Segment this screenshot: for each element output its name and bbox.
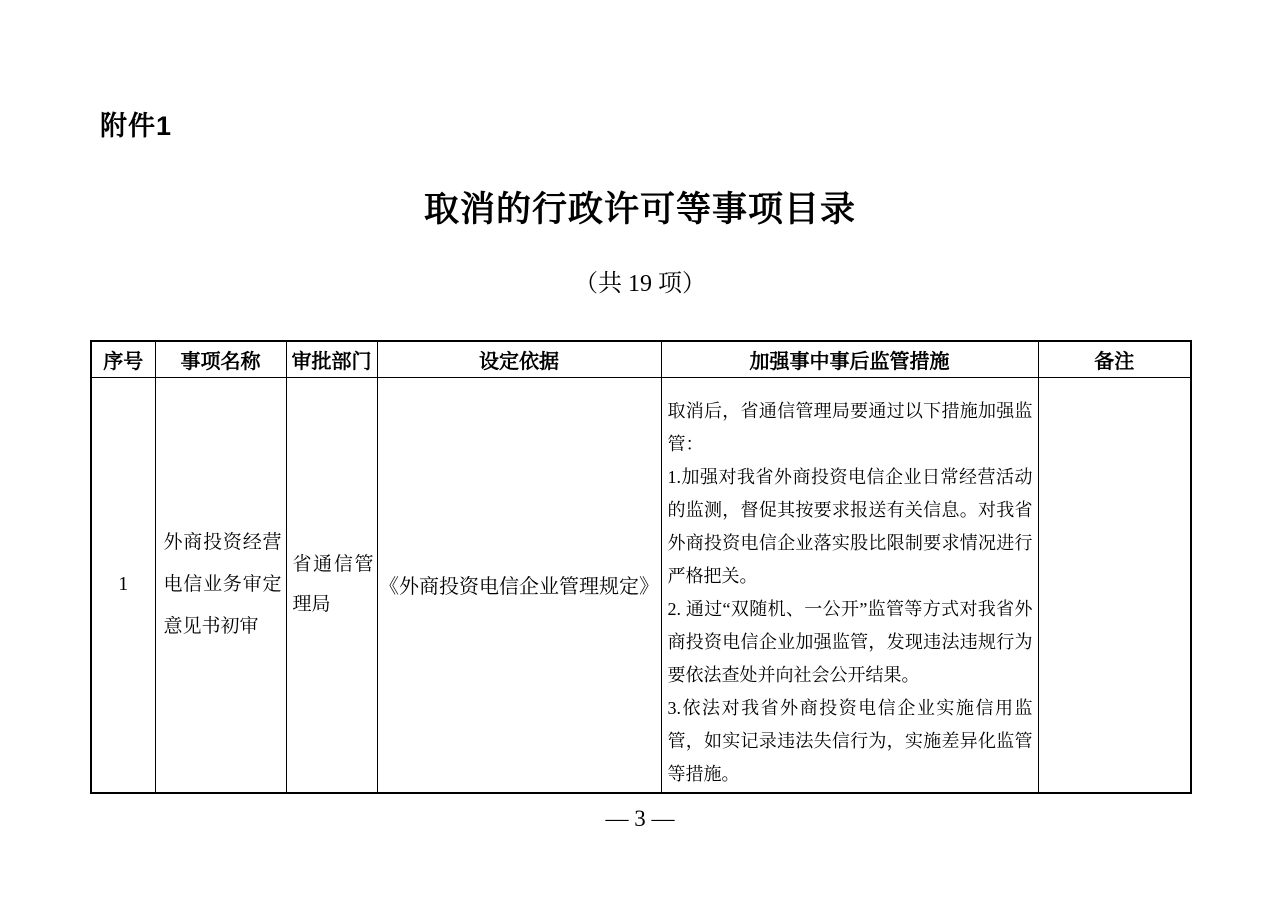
table-row <box>91 377 1191 793</box>
table-header-row <box>91 341 1191 377</box>
items-table <box>90 340 1192 794</box>
cell-item-name: 外商投资经营电信业务审定意见书初审 <box>155 377 286 793</box>
page-title: 取消的行政许可等事项目录 <box>423 190 856 229</box>
header-cell-setting-basis: 设定依据 <box>377 341 661 377</box>
cell-serial: 1 <box>91 377 155 793</box>
header-cell-supervision-measures: 加强事中事后监管措施 <box>661 341 1038 377</box>
cell-setting-basis: 《外商投资电信企业管理规定》 <box>377 377 661 793</box>
page-number: — 3 — <box>605 806 675 831</box>
attachment-label: 附件1 <box>100 111 173 141</box>
page-subtitle: （共 19 项） <box>574 271 706 297</box>
measures-intro: 取消后，省通信管理局要通过以下措施加强监管： <box>667 400 1033 454</box>
measures-item-1: 1.加强对我省外商投资电信企业日常经营活动的监测，督促其按要求报送有关信息。对我省外商投资电信企业落实股比限制要求情况进行严格把关。 <box>667 466 1033 586</box>
header-cell-approval-department: 审批部门 <box>286 341 377 377</box>
header-cell-item-name: 事项名称 <box>155 341 286 377</box>
cell-approval-department: 省通信管理局 <box>286 377 377 793</box>
header-cell-remark: 备注 <box>1038 341 1191 377</box>
header-cell-serial: 序号 <box>91 341 155 377</box>
cell-supervision-measures <box>661 377 1038 793</box>
measures-item-3: 3.依法对我省外商投资电信企业实施信用监管，如实记录违法失信行为，实施差异化监管等措施。 <box>667 697 1033 784</box>
measures-item-2: 2. 通过“双随机、一公开”监管等方式对我省外商投资电信企业加强监管，发现违法违规行为要依法查处并向社会公开结果。 <box>667 598 1033 685</box>
cell-remark <box>1038 377 1191 793</box>
